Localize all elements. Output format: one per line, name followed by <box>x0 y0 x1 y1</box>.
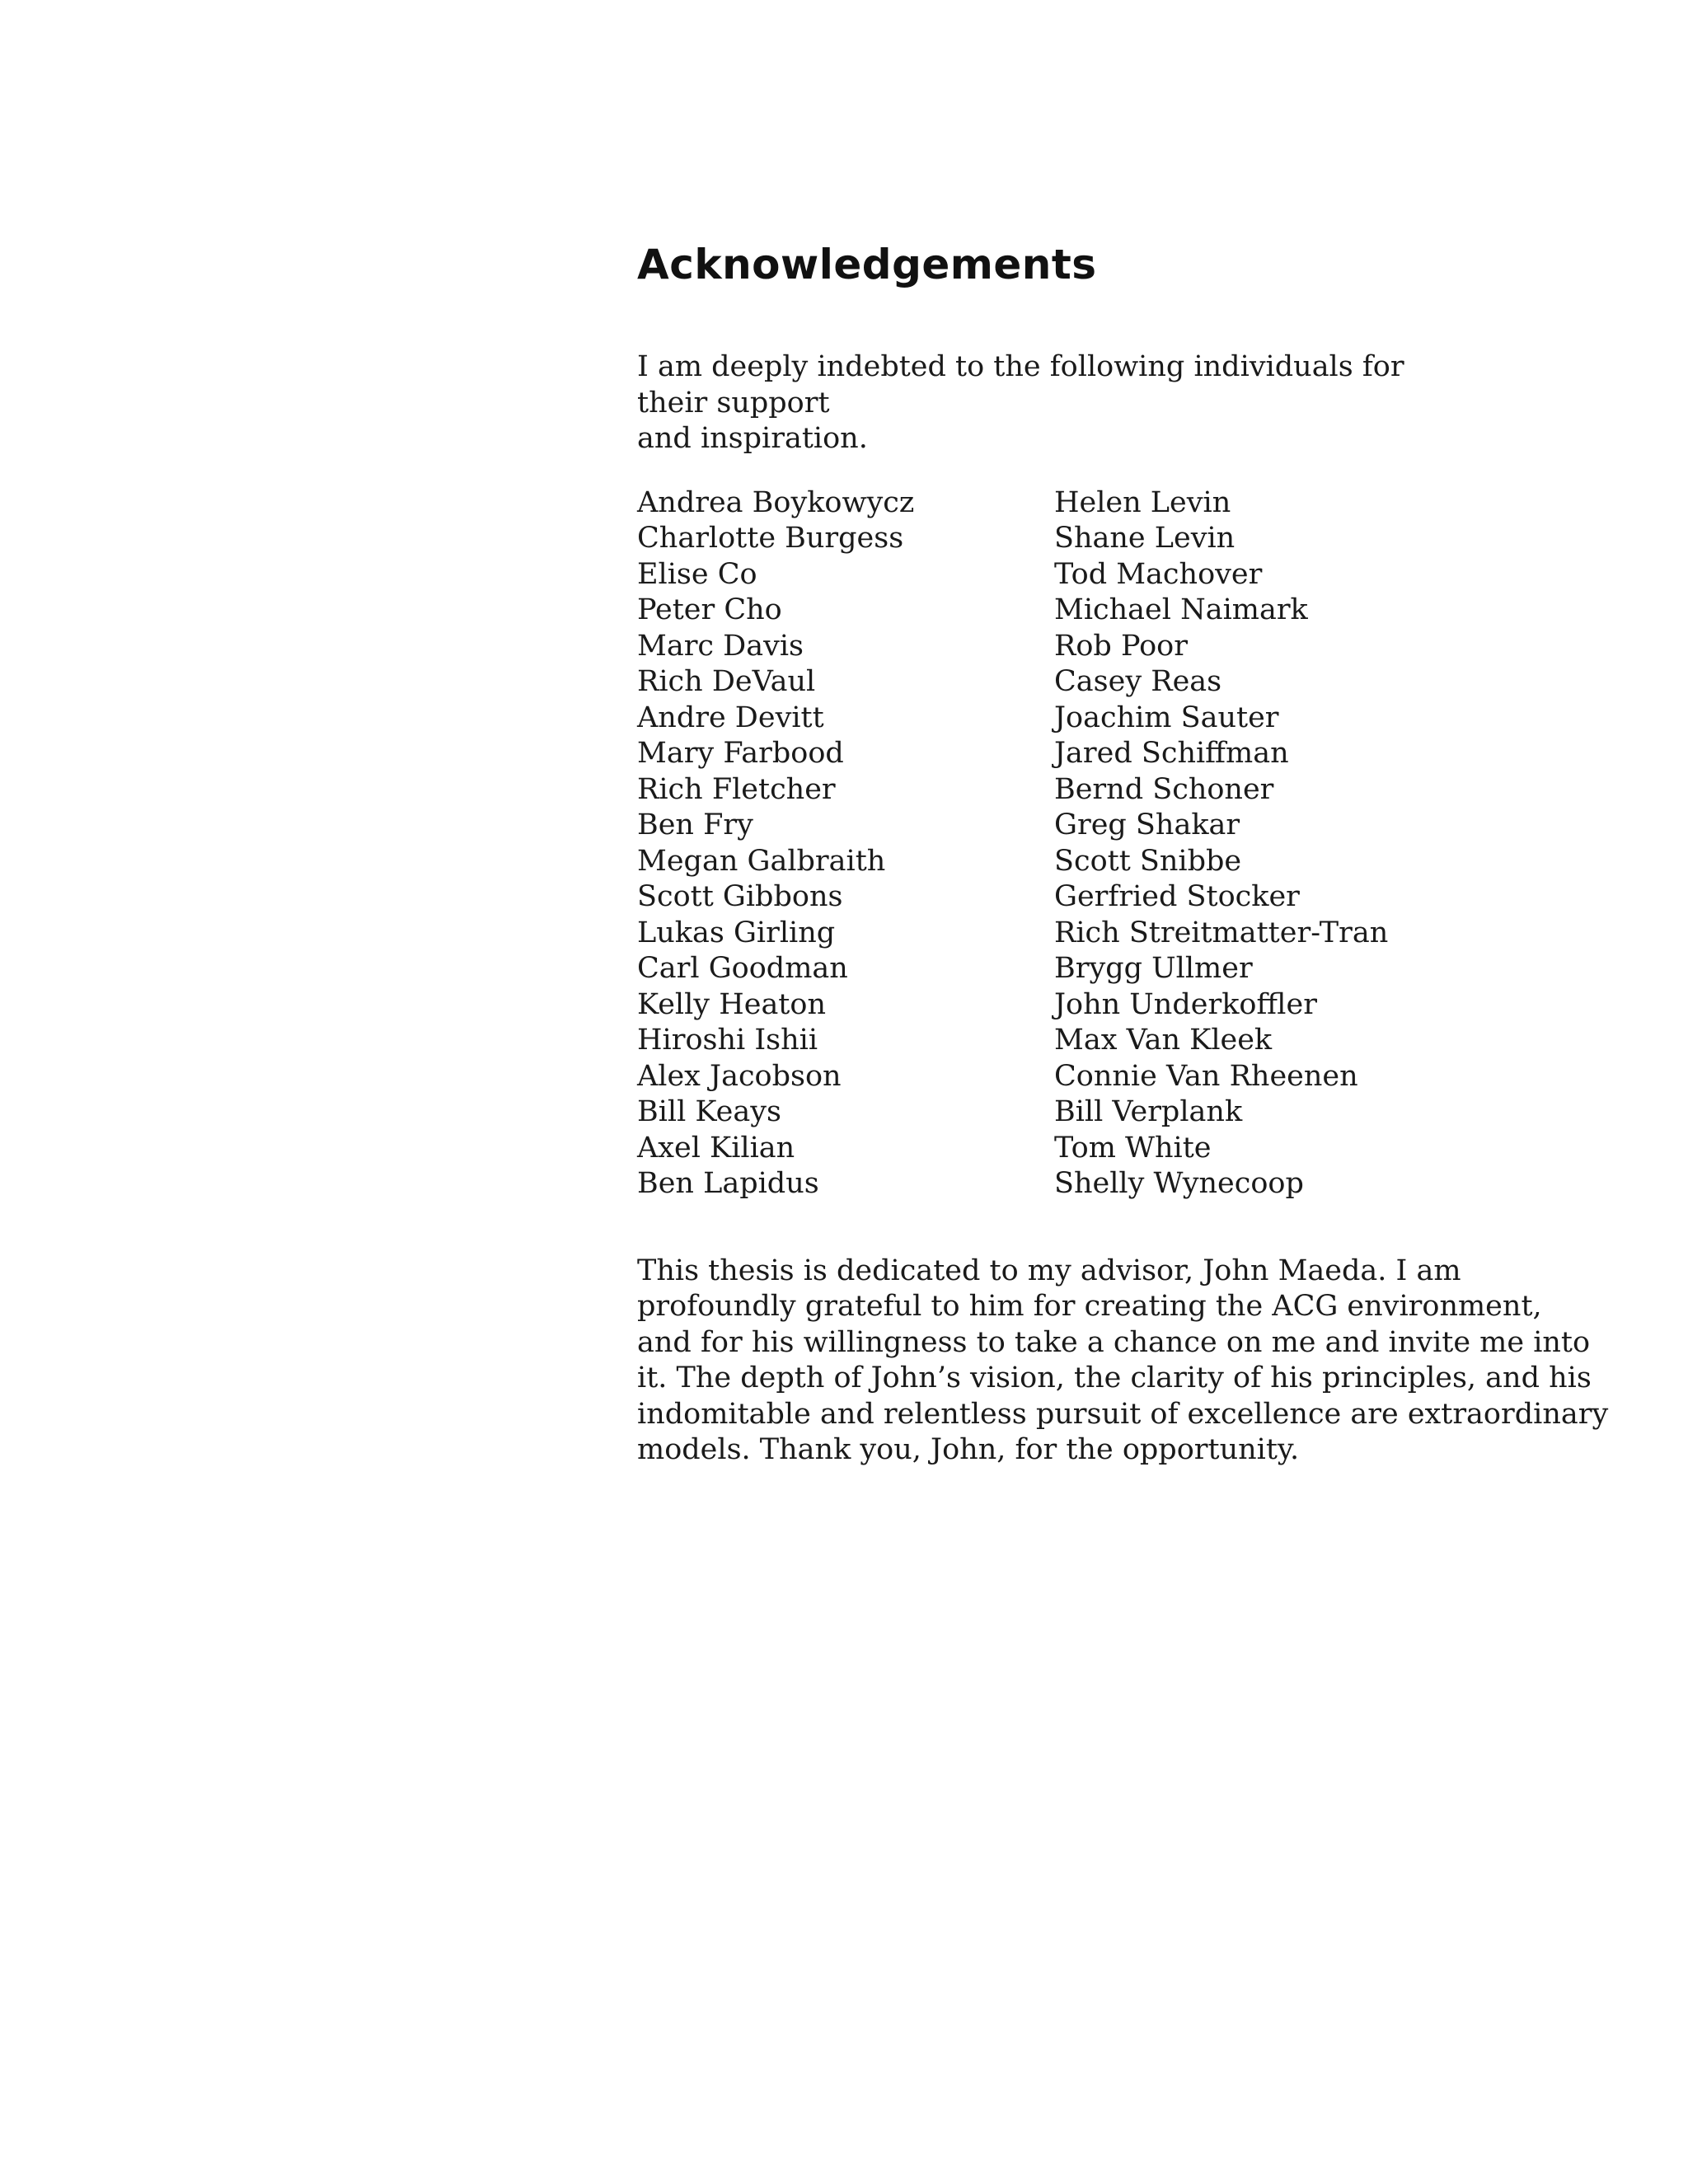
person-name: Carl Goodman <box>637 952 848 985</box>
person-name: Bill Verplank <box>1054 1095 1243 1128</box>
intro-line: I am deeply indebted to the following individuals for their support <box>637 350 1404 419</box>
page-content <box>637 236 1609 1469</box>
person-name: Tom White <box>1054 1131 1212 1165</box>
names-list <box>637 485 1478 1202</box>
intro-line: and inspiration. <box>637 422 868 455</box>
dedication-line: models. Thank you, John, for the opportunity. <box>637 1433 1300 1466</box>
dedication-line: indomitable and relentless pursuit of excellence are extraordinary <box>637 1397 1609 1431</box>
person-name: Tod Machover <box>1054 557 1263 591</box>
names-column-left <box>637 485 1054 1202</box>
person-name: Scott Snibbe <box>1054 844 1242 878</box>
person-name: Marc Davis <box>637 629 804 663</box>
person-name: Brygg Ullmer <box>1054 952 1253 985</box>
dedication-line: profoundly grateful to him for creating the ACG environment, <box>637 1290 1542 1323</box>
person-name: Max Van Kleek <box>1054 1024 1273 1057</box>
person-name: Bernd Schoner <box>1054 772 1274 806</box>
person-name: Peter Cho <box>637 593 782 626</box>
person-name: Charlotte Burgess <box>637 522 904 555</box>
person-name: Shane Levin <box>1054 522 1236 555</box>
person-name: Ben Lapidus <box>637 1167 819 1200</box>
person-name: Joachim Sauter <box>1054 701 1279 734</box>
names-column-right <box>1054 485 1478 1202</box>
person-name: Greg Shakar <box>1054 808 1240 841</box>
dedication-line: and for his willingness to take a chance on me and invite me into <box>637 1325 1591 1359</box>
dedication-paragraph <box>637 1254 1609 1469</box>
person-name: Hiroshi Ishii <box>637 1024 818 1057</box>
person-name: Scott Gibbons <box>637 880 843 913</box>
person-name: Michael Naimark <box>1054 593 1308 626</box>
person-name: Bill Keays <box>637 1095 781 1128</box>
person-name: Gerfried Stocker <box>1054 880 1300 913</box>
dedication-line: it. The depth of John’s vision, the clarity of his principles, and his <box>637 1361 1592 1394</box>
person-name: Jared Schiffman <box>1054 737 1289 770</box>
person-name: Helen Levin <box>1054 485 1231 519</box>
person-name: Connie Van Rheenen <box>1054 1059 1358 1093</box>
person-name: Andrea Boykowycz <box>637 485 915 519</box>
person-name: Megan Galbraith <box>637 844 886 878</box>
person-name: Elise Co <box>637 557 757 591</box>
intro-paragraph <box>637 349 1478 457</box>
person-name: Lukas Girling <box>637 916 836 949</box>
person-name: Alex Jacobson <box>637 1059 842 1093</box>
person-name: Axel Kilian <box>637 1131 795 1165</box>
person-name: Rob Poor <box>1054 629 1188 663</box>
person-name: Rich Fletcher <box>637 772 836 806</box>
person-name: Shelly Wynecoop <box>1054 1167 1304 1200</box>
page-title: Acknowledgements <box>637 241 1097 288</box>
dedication-line: This thesis is dedicated to my advisor, John Maeda. I am <box>637 1254 1461 1287</box>
person-name: Andre Devitt <box>637 701 824 734</box>
person-name: John Underkoffler <box>1054 987 1317 1021</box>
person-name: Rich DeVaul <box>637 665 816 698</box>
person-name: Rich Streitmatter-Tran <box>1054 916 1389 949</box>
person-name: Casey Reas <box>1054 665 1222 698</box>
person-name: Ben Fry <box>637 808 753 841</box>
person-name: Mary Farbood <box>637 737 844 770</box>
person-name: Kelly Heaton <box>637 987 826 1021</box>
